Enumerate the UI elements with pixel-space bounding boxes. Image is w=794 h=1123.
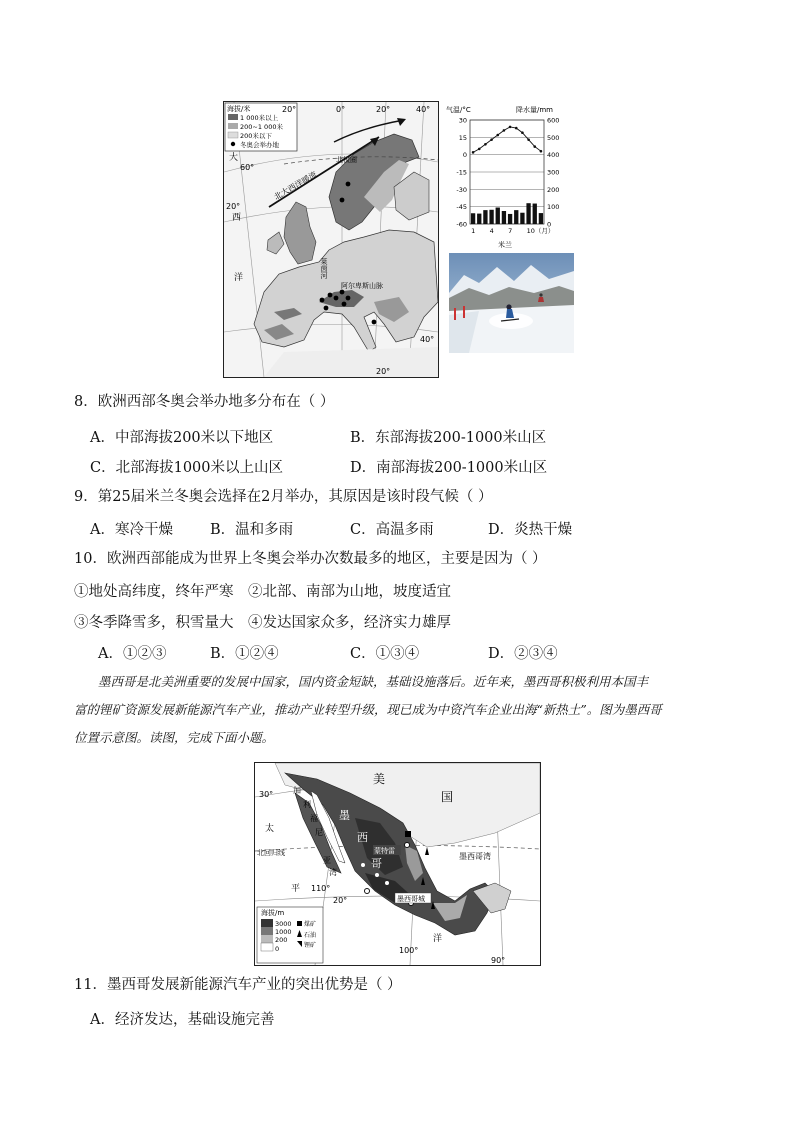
- temp-tick-label: 30: [458, 116, 467, 125]
- mexico-legend-symbol: 石油: [304, 932, 317, 939]
- temp-point: [490, 138, 493, 141]
- passage-line-2: 富的锂矿资源发展新能源汽车产业，推动产业转型升级，现已成为中资汽车企业出海“新热土”。图为墨西哥: [74, 702, 662, 717]
- usa-char: 美: [373, 772, 386, 786]
- precip-tick-label: 500: [547, 133, 560, 142]
- ocean-char: 大: [229, 153, 239, 163]
- precip-bar: [514, 210, 518, 224]
- gulf-ca-char: 尼: [315, 828, 323, 837]
- temp-point: [478, 148, 481, 151]
- europe-lon-label: 40°: [416, 105, 431, 114]
- temp-point: [484, 143, 487, 146]
- precip-tick-label: 300: [547, 168, 560, 177]
- europe-map: [223, 101, 439, 378]
- question-9: [74, 487, 493, 507]
- current-label: 北大西洋暖流: [272, 169, 319, 202]
- mexico-lon-label: 110°: [311, 884, 331, 893]
- europe-legend-item: 1 000米以上: [240, 114, 279, 122]
- passage-line-1: 墨西哥是北美洲重要的发展中国家，国内资金短缺，基础设施落后。近年来，墨西哥积极利用本国丰: [98, 674, 649, 689]
- mexico-char: 墨: [339, 809, 350, 822]
- precip-axis-title: 降水量/mm: [516, 106, 553, 114]
- precip-tick-label: 600: [547, 116, 560, 125]
- passage: [74, 668, 734, 752]
- mexico-char: 哥: [371, 857, 382, 870]
- precip-bar: [496, 208, 500, 224]
- q10-statement-line-1: ①地处高纬度，终年严寒 ②北部、南部为山地，坡度适宜: [74, 584, 451, 600]
- europe-legend-item: 200~1 000米: [240, 123, 283, 131]
- ski-photo: [449, 253, 574, 353]
- q10-stem: 10．欧洲西部能成为世界上冬奥会举办次数最多的地区，主要是因为（ ）: [74, 551, 547, 567]
- temp-tick-label: -45: [456, 203, 467, 212]
- europe-lon-label: 20°: [376, 367, 391, 376]
- precip-bar: [508, 214, 512, 224]
- q10-option-c[interactable]: C．①③④: [350, 646, 420, 662]
- month-tick-label: 4: [489, 227, 494, 235]
- usa-char: 国: [441, 790, 454, 804]
- temp-line: [473, 127, 541, 152]
- q9-option-c[interactable]: C．高温多雨: [350, 522, 434, 538]
- temp-point: [503, 129, 506, 132]
- temp-tick-label: -60: [456, 220, 467, 229]
- precip-tick-label: 0: [547, 220, 552, 229]
- gulf-ca-char: 利: [303, 800, 311, 809]
- temp-point: [527, 138, 530, 141]
- ocean-char: 西: [232, 213, 242, 223]
- q9-option-a[interactable]: A．寒冷干燥: [90, 522, 173, 538]
- precip-tick-label: 100: [547, 203, 560, 212]
- city-label-mexico-city: 墨西哥城: [397, 895, 425, 903]
- q11-option-a[interactable]: A．经济发达，基础设施完善: [90, 1012, 275, 1028]
- gulf-ca-char: 亚: [323, 856, 331, 865]
- rhine-label: 莱茵河: [320, 258, 328, 279]
- europe-lon-label: 20°: [282, 105, 297, 114]
- alps-label: 阿尔卑斯山脉: [341, 282, 383, 290]
- q8-option-c[interactable]: C．北部海拔1000米以上山区: [90, 460, 283, 476]
- pacific-char: 太: [265, 824, 275, 834]
- temp-point: [509, 126, 512, 129]
- city-label-monterrey: 蒙特雷: [374, 847, 395, 855]
- precip-bar: [483, 210, 487, 224]
- mexico-lon-label: 100°: [399, 946, 419, 955]
- mexico-legend-value: 1000: [275, 928, 292, 936]
- q11-stem: 11．墨西哥发展新能源汽车产业的突出优势是（ ）: [74, 977, 402, 993]
- mexico-map: [254, 762, 541, 966]
- question-10: [74, 549, 547, 569]
- europe-lat-label: 60°: [240, 163, 255, 172]
- city-label-tequila: 特基拉: [347, 901, 368, 909]
- temp-tick-label: -30: [456, 185, 467, 194]
- q9-option-d[interactable]: D．炎热干燥: [488, 522, 573, 538]
- q10-option-a[interactable]: A．①②③: [98, 646, 167, 662]
- precip-tick-label: 200: [547, 185, 560, 194]
- precip-bar: [539, 213, 543, 224]
- precip-bar: [526, 203, 530, 224]
- q9-option-b[interactable]: B．温和多雨: [210, 522, 294, 538]
- precip-bar: [533, 204, 537, 224]
- q8-option-a[interactable]: A．中部海拔200米以下地区: [90, 430, 274, 446]
- europe-lat-label: 40°: [420, 335, 435, 344]
- mexico-legend-symbol: 煤矿: [304, 921, 317, 928]
- mexico-lon-label: 90°: [491, 956, 506, 965]
- precip-bar: [489, 210, 493, 224]
- mexico-legend-value: 0: [275, 945, 280, 953]
- q8-stem: 8．欧洲西部冬奥会举办地多分布在（ ）: [74, 394, 335, 410]
- mexico-legend-title: 海拔/m: [261, 909, 285, 917]
- europe-lon-label: 20°: [376, 105, 391, 114]
- precip-bar: [520, 213, 524, 224]
- temp-point: [533, 145, 536, 148]
- temp-point: [472, 151, 475, 154]
- temp-axis-title: 气温/°C: [446, 106, 471, 114]
- gulf-ca-char: 湾: [329, 868, 337, 877]
- climate-city: 米兰: [498, 241, 512, 249]
- tropic-label: 北回归线: [257, 849, 285, 857]
- precip-tick-label: 400: [547, 151, 560, 160]
- question-8: [74, 392, 334, 412]
- mexico-char: 西: [357, 831, 368, 844]
- mexico-legend-value: 200: [275, 936, 288, 944]
- mexico-legend-value: 3000: [275, 920, 292, 928]
- europe-lon-label: 0°: [336, 105, 346, 114]
- mexico-legend-symbol: 锂矿: [304, 942, 317, 949]
- ocean-char: 洋: [234, 273, 244, 283]
- europe-legend-item: 200米以下: [240, 132, 272, 140]
- temp-tick-label: 0: [462, 151, 467, 160]
- gulf-label: 墨西哥湾: [459, 852, 491, 861]
- mexico-lat-label: 20°: [333, 896, 348, 905]
- q8-option-b[interactable]: B．东部海拔200-1000米山区: [350, 430, 547, 446]
- precip-bar: [502, 211, 506, 224]
- q10-statement-line-2: ③冬季降雪多，积雪量大 ④发达国家众多，经济实力雄厚: [74, 615, 451, 631]
- arctic-label: 北极圈: [336, 156, 357, 164]
- passage-line-3: 位置示意图。读图，完成下面小题。: [74, 730, 275, 745]
- europe-lat-label: 20°: [226, 202, 241, 211]
- mexico-lat-label: 30°: [259, 790, 274, 799]
- climate-chart: [446, 104, 576, 249]
- temp-point: [515, 127, 518, 130]
- q10-option-d[interactable]: D．②③④: [488, 646, 558, 662]
- month-tick-label: 1: [471, 227, 476, 235]
- europe-legend-item: 冬奥会举办地: [240, 141, 279, 149]
- q9-stem: 9．第25届米兰冬奥会选择在2月举办，其原因是该时段气候（ ）: [74, 489, 493, 505]
- question-11: [74, 975, 402, 995]
- temp-tick-label: 15: [458, 133, 467, 142]
- month-tick-label: 10（月）: [526, 227, 555, 235]
- gulf-ca-char: 福: [310, 814, 318, 823]
- pacific-char: 洋: [433, 934, 443, 944]
- temp-point: [496, 134, 499, 137]
- pacific-char: 平: [291, 884, 301, 894]
- temp-point: [521, 131, 524, 134]
- temp-point: [540, 150, 543, 153]
- precip-bar: [471, 213, 475, 224]
- q8-option-d[interactable]: D．南部海拔200-1000米山区: [350, 460, 548, 476]
- europe-legend-title: 海拔/米: [227, 105, 251, 113]
- temp-tick-label: -15: [456, 168, 467, 177]
- month-tick-label: 7: [508, 227, 513, 235]
- precip-bar: [477, 214, 481, 224]
- gulf-ca-char: 加: [293, 786, 301, 795]
- q10-option-b[interactable]: B．①②④: [210, 646, 279, 662]
